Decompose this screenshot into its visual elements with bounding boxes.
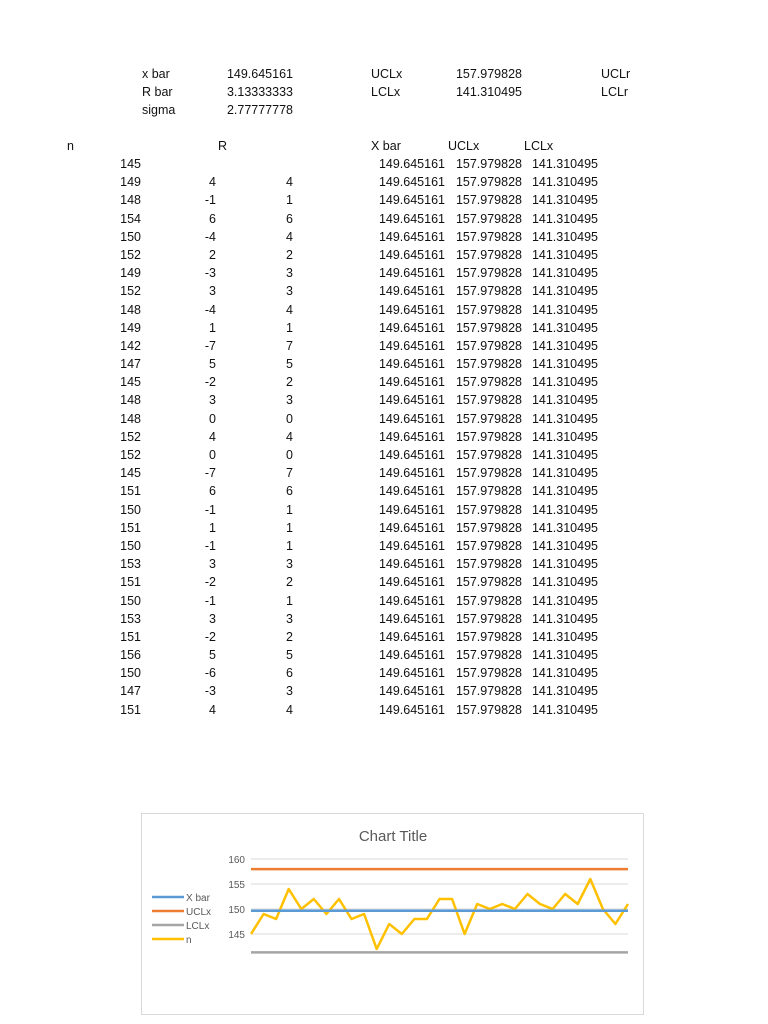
- uclx-cell: 157.979828: [455, 429, 522, 444]
- xbar-cell: 149.645161: [378, 629, 445, 644]
- n-cell: 154: [120, 211, 141, 226]
- table-row: [0, 412, 768, 430]
- table-row: [0, 448, 768, 466]
- abs-r-cell: 0: [286, 411, 293, 426]
- table-row: [0, 630, 768, 648]
- lclx-cell: 141.310495: [531, 375, 598, 390]
- lclx-cell: 141.310495: [531, 520, 598, 535]
- n-cell: 151: [120, 629, 141, 644]
- lclx-cell: 141.310495: [531, 466, 598, 481]
- xbar-cell: 149.645161: [378, 211, 445, 226]
- abs-r-cell: 2: [286, 629, 293, 644]
- xbar-cell: 149.645161: [378, 429, 445, 444]
- uclx-cell: 157.979828: [455, 175, 522, 190]
- uclx-cell: 157.979828: [455, 702, 522, 717]
- lclx-cell: 141.310495: [531, 448, 598, 462]
- abs-r-cell: 0: [286, 448, 293, 462]
- table-row: [0, 557, 768, 575]
- uclx-cell: 157.979828: [455, 648, 522, 663]
- chart-canvas: [142, 814, 643, 1014]
- table-row: [0, 248, 768, 266]
- n-cell: 145: [120, 466, 141, 481]
- abs-r-cell: 1: [286, 520, 293, 535]
- r-cell: 6: [209, 484, 216, 499]
- abs-r-cell: 7: [286, 338, 293, 353]
- y-tick-label: 160: [228, 855, 245, 866]
- uclx-cell: 157.979828: [455, 393, 522, 408]
- uclx-cell: 157.979828: [455, 448, 522, 462]
- r-cell: -3: [204, 266, 216, 281]
- y-tick-label: 150: [228, 905, 245, 916]
- abs-r-cell: 5: [286, 357, 293, 372]
- xbar-cell: 149.645161: [378, 266, 445, 281]
- n-cell: 150: [120, 593, 141, 608]
- n-cell: 147: [120, 357, 141, 372]
- legend-label: UCLx: [186, 907, 212, 918]
- lclx-cell: 141.310495: [531, 575, 598, 590]
- table-row: [0, 175, 768, 193]
- lclx-cell: 141.310495: [531, 593, 598, 608]
- table-row: [0, 284, 768, 302]
- xbar-cell: 149.645161: [378, 575, 445, 590]
- n-cell: 149: [120, 320, 141, 335]
- lclx-label: LCLx: [371, 85, 401, 99]
- n-cell: 150: [120, 502, 141, 517]
- abs-r-cell: 3: [286, 284, 293, 299]
- uclx-cell: 157.979828: [455, 284, 522, 299]
- lclx-cell: 141.310495: [531, 175, 598, 190]
- abs-r-cell: 1: [286, 538, 293, 553]
- table-row: [0, 375, 768, 393]
- xbar-cell: 149.645161: [378, 702, 445, 717]
- r-cell: 2: [209, 247, 216, 262]
- n-cell: 152: [120, 247, 141, 262]
- lclx-cell: 141.310495: [531, 557, 598, 572]
- lclx-cell: 141.310495: [531, 266, 598, 281]
- header-lclx: LCLx: [524, 139, 554, 153]
- r-cell: 4: [209, 429, 216, 444]
- header-xbar: X bar: [371, 139, 401, 153]
- n-cell: 152: [120, 284, 141, 299]
- table-row: [0, 339, 768, 357]
- xbar-cell: 149.645161: [378, 466, 445, 481]
- abs-r-cell: 6: [286, 211, 293, 226]
- legend-label: n: [186, 935, 192, 946]
- uclx-cell: 157.979828: [455, 302, 522, 317]
- abs-r-cell: 3: [286, 557, 293, 572]
- xbar-label: x bar: [142, 67, 170, 81]
- lclx-cell: 141.310495: [531, 411, 598, 426]
- xbar-cell: 149.645161: [378, 484, 445, 499]
- lclx-cell: 141.310495: [531, 157, 598, 171]
- uclx-cell: 157.979828: [455, 611, 522, 626]
- table-row: [0, 521, 768, 539]
- abs-r-cell: 2: [286, 247, 293, 262]
- table-row: [0, 539, 768, 557]
- lclx-cell: 141.310495: [531, 684, 598, 699]
- table-row: [0, 357, 768, 375]
- r-cell: -4: [204, 302, 216, 317]
- lclx-cell: 141.310495: [531, 211, 598, 226]
- table-row: [0, 157, 768, 175]
- lclx-cell: 141.310495: [531, 357, 598, 372]
- table-row: [0, 503, 768, 521]
- table-row: [0, 575, 768, 593]
- lclx-cell: 141.310495: [531, 502, 598, 517]
- table-row: [0, 212, 768, 230]
- xbar-value: 149.645161: [226, 67, 293, 81]
- abs-r-cell: 3: [286, 393, 293, 408]
- uclx-label: UCLx: [371, 67, 403, 81]
- n-cell: 153: [120, 557, 141, 572]
- xbar-cell: 149.645161: [378, 538, 445, 553]
- uclx-cell: 157.979828: [455, 247, 522, 262]
- n-cell: 142: [120, 338, 141, 353]
- abs-r-cell: 6: [286, 484, 293, 499]
- table-row: [0, 266, 768, 284]
- xbar-cell: 149.645161: [378, 393, 445, 408]
- uclx-value: 157.979828: [455, 67, 522, 81]
- table-row: [0, 684, 768, 702]
- lclx-cell: 141.310495: [531, 648, 598, 663]
- lclx-value: 141.310495: [455, 85, 522, 99]
- xbar-cell: 149.645161: [378, 193, 445, 208]
- abs-r-cell: 3: [286, 266, 293, 281]
- legend-label: LCLx: [186, 921, 210, 932]
- r-cell: -4: [204, 229, 216, 244]
- abs-r-cell: 4: [286, 175, 293, 190]
- r-cell: 3: [209, 393, 216, 408]
- table-row: [0, 393, 768, 411]
- n-cell: 152: [120, 429, 141, 444]
- abs-r-cell: 2: [286, 375, 293, 390]
- lclr-label: LCLr: [601, 85, 629, 99]
- table-row: [0, 193, 768, 211]
- uclx-cell: 157.979828: [455, 338, 522, 353]
- abs-r-cell: 1: [286, 502, 293, 517]
- lclx-cell: 141.310495: [531, 611, 598, 626]
- uclx-cell: 157.979828: [455, 593, 522, 608]
- xbar-cell: 149.645161: [378, 157, 445, 171]
- r-cell: -6: [204, 666, 216, 681]
- uclx-cell: 157.979828: [455, 557, 522, 572]
- r-cell: 5: [209, 648, 216, 663]
- n-cell: 150: [120, 538, 141, 553]
- table-row: [0, 703, 768, 721]
- rbar-value: 3.13333333: [226, 85, 293, 99]
- n-cell: 151: [120, 575, 141, 590]
- r-cell: 6: [209, 211, 216, 226]
- header-uclx: UCLx: [448, 139, 480, 153]
- r-cell: 3: [209, 557, 216, 572]
- uclx-cell: 157.979828: [455, 666, 522, 681]
- n-cell: 148: [120, 193, 141, 208]
- lclx-cell: 141.310495: [531, 429, 598, 444]
- uclx-cell: 157.979828: [455, 193, 522, 208]
- lclx-cell: 141.310495: [531, 702, 598, 717]
- uclx-cell: 157.979828: [455, 229, 522, 244]
- n-cell: 148: [120, 393, 141, 408]
- lclx-cell: 141.310495: [531, 629, 598, 644]
- r-cell: 4: [209, 702, 216, 717]
- r-cell: -1: [204, 193, 216, 208]
- r-cell: 4: [209, 175, 216, 190]
- uclx-cell: 157.979828: [455, 629, 522, 644]
- data-table: [0, 157, 768, 721]
- xbar-cell: 149.645161: [378, 411, 445, 426]
- n-cell: 151: [120, 520, 141, 535]
- abs-r-cell: 5: [286, 648, 293, 663]
- xbar-cell: 149.645161: [378, 338, 445, 353]
- table-row: [0, 230, 768, 248]
- n-cell: 147: [120, 684, 141, 699]
- table-row: [0, 321, 768, 339]
- lclx-cell: 141.310495: [531, 320, 598, 335]
- xbar-cell: 149.645161: [378, 247, 445, 262]
- sigma-label: sigma: [142, 103, 176, 117]
- abs-r-cell: 3: [286, 684, 293, 699]
- uclx-cell: 157.979828: [455, 538, 522, 553]
- xbar-cell: 149.645161: [378, 593, 445, 608]
- abs-r-cell: 3: [286, 611, 293, 626]
- xbar-cell: 149.645161: [378, 175, 445, 190]
- r-cell: 1: [209, 520, 216, 535]
- uclx-cell: 157.979828: [455, 520, 522, 535]
- header-n: n: [67, 139, 74, 153]
- r-cell: -7: [204, 466, 216, 481]
- r-cell: -1: [204, 502, 216, 517]
- r-cell: 0: [209, 411, 216, 426]
- lclx-cell: 141.310495: [531, 229, 598, 244]
- table-row: [0, 303, 768, 321]
- lclx-cell: 141.310495: [531, 284, 598, 299]
- xbar-cell: 149.645161: [378, 284, 445, 299]
- r-cell: -1: [204, 593, 216, 608]
- r-cell: -2: [204, 375, 216, 390]
- table-row: [0, 430, 768, 448]
- table-row: [0, 666, 768, 684]
- uclx-cell: 157.979828: [455, 211, 522, 226]
- control-chart[interactable]: [141, 813, 644, 1015]
- n-cell: 149: [120, 266, 141, 281]
- xbar-cell: 149.645161: [378, 611, 445, 626]
- xbar-cell: 149.645161: [378, 375, 445, 390]
- n-cell: 151: [120, 484, 141, 499]
- n-cell: 156: [120, 648, 141, 663]
- uclx-cell: 157.979828: [455, 502, 522, 517]
- uclx-cell: 157.979828: [455, 484, 522, 499]
- n-cell: 151: [120, 702, 141, 717]
- lclx-cell: 141.310495: [531, 193, 598, 208]
- abs-r-cell: 7: [286, 466, 293, 481]
- n-cell: 145: [120, 375, 141, 390]
- r-cell: -3: [204, 684, 216, 699]
- lclx-cell: 141.310495: [531, 484, 598, 499]
- table-row: [0, 466, 768, 484]
- r-cell: 3: [209, 611, 216, 626]
- r-cell: 5: [209, 357, 216, 372]
- abs-r-cell: 6: [286, 666, 293, 681]
- r-cell: -2: [204, 629, 216, 644]
- abs-r-cell: 2: [286, 575, 293, 590]
- abs-r-cell: 4: [286, 229, 293, 244]
- uclx-cell: 157.979828: [455, 411, 522, 426]
- r-cell: 1: [209, 320, 216, 335]
- xbar-cell: 149.645161: [378, 357, 445, 372]
- lclx-cell: 141.310495: [531, 247, 598, 262]
- abs-r-cell: 1: [286, 193, 293, 208]
- y-tick-label: 145: [228, 930, 245, 941]
- header-r: R: [218, 139, 228, 153]
- rbar-label: R bar: [142, 85, 173, 99]
- table-row: [0, 648, 768, 666]
- table-row: [0, 484, 768, 502]
- abs-r-cell: 1: [286, 320, 293, 335]
- uclx-cell: 157.979828: [455, 375, 522, 390]
- r-cell: -7: [204, 338, 216, 353]
- xbar-cell: 149.645161: [378, 302, 445, 317]
- n-cell: 148: [120, 411, 141, 426]
- table-row: [0, 594, 768, 612]
- lclx-cell: 141.310495: [531, 393, 598, 408]
- abs-r-cell: 1: [286, 593, 293, 608]
- r-cell: 0: [209, 448, 216, 462]
- uclx-cell: 157.979828: [455, 575, 522, 590]
- xbar-cell: 149.645161: [378, 502, 445, 517]
- xbar-cell: 149.645161: [378, 520, 445, 535]
- xbar-cell: 149.645161: [378, 666, 445, 681]
- uclr-label: UCLr: [601, 67, 631, 81]
- lclx-cell: 141.310495: [531, 302, 598, 317]
- table-row: [0, 612, 768, 630]
- lclx-cell: 141.310495: [531, 666, 598, 681]
- n-cell: 150: [120, 229, 141, 244]
- n-cell: 148: [120, 302, 141, 317]
- chart-title: Chart Title: [358, 828, 428, 845]
- sigma-value: 2.77777778: [226, 103, 293, 117]
- uclx-cell: 157.979828: [455, 357, 522, 372]
- uclx-cell: 157.979828: [455, 320, 522, 335]
- uclx-cell: 157.979828: [455, 466, 522, 481]
- xbar-cell: 149.645161: [378, 229, 445, 244]
- n-cell: 153: [120, 611, 141, 626]
- n-cell: 152: [120, 448, 141, 462]
- xbar-cell: 149.645161: [378, 557, 445, 572]
- xbar-cell: 149.645161: [378, 684, 445, 699]
- legend-label: X bar: [186, 893, 210, 904]
- r-cell: 3: [209, 284, 216, 299]
- uclx-cell: 157.979828: [455, 157, 522, 171]
- abs-r-cell: 4: [286, 702, 293, 717]
- lclx-cell: 141.310495: [531, 538, 598, 553]
- y-tick-label: 155: [228, 880, 245, 891]
- lclx-cell: 141.310495: [531, 338, 598, 353]
- n-cell: 150: [120, 666, 141, 681]
- xbar-cell: 149.645161: [378, 448, 445, 462]
- uclx-cell: 157.979828: [455, 684, 522, 699]
- n-cell: 145: [120, 157, 141, 171]
- uclx-cell: 157.979828: [455, 266, 522, 281]
- r-cell: -2: [204, 575, 216, 590]
- abs-r-cell: 4: [286, 429, 293, 444]
- r-cell: -1: [204, 538, 216, 553]
- series-line-n: [251, 879, 628, 949]
- n-cell: 149: [120, 175, 141, 190]
- xbar-cell: 149.645161: [378, 320, 445, 335]
- abs-r-cell: 4: [286, 302, 293, 317]
- xbar-cell: 149.645161: [378, 648, 445, 663]
